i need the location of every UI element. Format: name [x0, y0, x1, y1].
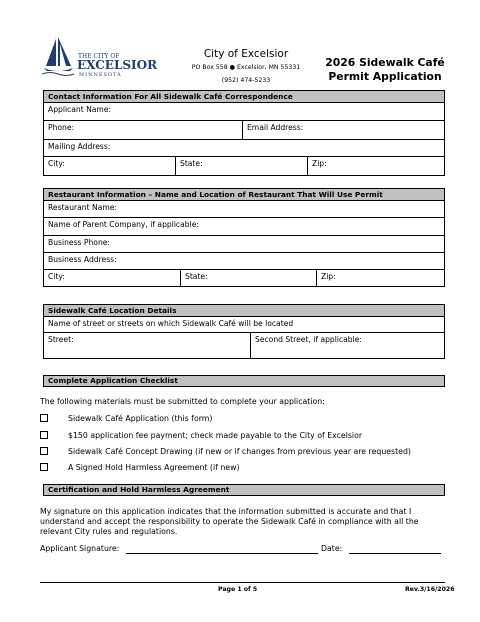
date-field[interactable] — [349, 545, 441, 554]
checklist-item-label: $150 application fee payment; check made payable to the City of Excelsior — [68, 431, 363, 440]
svg-text:THE CITY OF: THE CITY OF — [78, 53, 120, 60]
restaurant-zip-field[interactable]: Zip: — [316, 270, 444, 286]
city-contact-block — [181, 48, 311, 85]
signature-label: Applicant Signature: — [40, 544, 120, 553]
contact-heading: Contact Information For All Sidewalk Café Correspondence — [44, 91, 444, 103]
restaurant-section — [43, 188, 445, 287]
footer-divider — [40, 582, 445, 583]
document-title — [318, 56, 452, 84]
applicant-name-field[interactable]: Applicant Name: — [48, 105, 112, 114]
business-address-field[interactable]: Business Address: — [48, 255, 117, 264]
signature-row — [40, 544, 318, 554]
revision-date: Rev.3/16/2026 — [405, 586, 455, 593]
city-address: PO Box 558 ● Excelsior, MN 55331 — [191, 64, 301, 71]
email-field[interactable]: Email Address: — [242, 121, 444, 139]
city-name: City of Excelsior — [203, 48, 289, 60]
city-logo — [42, 36, 160, 80]
document-header — [0, 0, 480, 88]
restaurant-heading: Restaurant Information – Name and Location of Restaurant That Will Use Permit — [44, 189, 444, 201]
certification-heading: Certification and Hold Harmless Agreement — [43, 484, 445, 496]
svg-text:MINNESOTA: MINNESOTA — [79, 72, 122, 78]
zip-field[interactable]: Zip: — [307, 157, 444, 175]
title-line-2: Permit Application — [328, 70, 442, 83]
checkbox[interactable] — [40, 414, 48, 422]
checkbox[interactable] — [40, 447, 48, 455]
parent-company-field[interactable]: Name of Parent Company, if applicable: — [48, 220, 199, 229]
checklist-intro: The following materials must be submitted to complete your application: — [40, 397, 325, 406]
phone-field[interactable]: Phone: — [48, 123, 75, 132]
signature-field[interactable] — [126, 545, 318, 554]
checkbox[interactable] — [40, 431, 48, 439]
streets-note: Name of street or streets on which Sidewalk Café will be located — [48, 319, 294, 328]
state-field[interactable]: State: — [175, 157, 307, 175]
checklist-item-label: A Signed Hold Harmless Agreement (if new) — [68, 463, 240, 472]
street-field[interactable]: Street: — [48, 335, 74, 344]
contact-section — [43, 90, 445, 176]
location-heading: Sidewalk Café Location Details — [44, 305, 444, 317]
checklist-item-label: Sidewalk Café Application (this form) — [68, 414, 213, 423]
restaurant-city-field[interactable]: City: — [48, 272, 65, 281]
second-street-field[interactable]: Second Street, if applicable: — [250, 333, 444, 358]
svg-text:EXCELSIOR: EXCELSIOR — [77, 58, 158, 72]
city-phone: (952) 474-5233 — [221, 77, 271, 84]
date-row — [321, 544, 441, 554]
location-section — [43, 304, 445, 359]
business-phone-field[interactable]: Business Phone: — [48, 238, 110, 247]
mailing-address-field[interactable]: Mailing Address: — [48, 142, 111, 151]
checklist-item-label: Sidewalk Café Concept Drawing (if new or if changes from previous year are requested) — [68, 447, 411, 456]
date-label: Date: — [321, 544, 343, 553]
certification-text: My signature on this application indicates that the information submitted is accurate and that I understand and accept the responsibility to operate the Sidewalk Café in compliance with all the relevant City rules and regulations. — [40, 507, 419, 536]
restaurant-name-field[interactable]: Restaurant Name: — [48, 203, 117, 212]
city-field[interactable]: City: — [48, 159, 65, 168]
checkbox[interactable] — [40, 463, 48, 471]
title-line-1: 2026 Sidewalk Café — [325, 56, 445, 69]
restaurant-state-field[interactable]: State: — [180, 270, 316, 286]
checklist-heading: Complete Application Checklist — [43, 375, 445, 387]
page-number: Page 1 of 5 — [218, 586, 258, 593]
